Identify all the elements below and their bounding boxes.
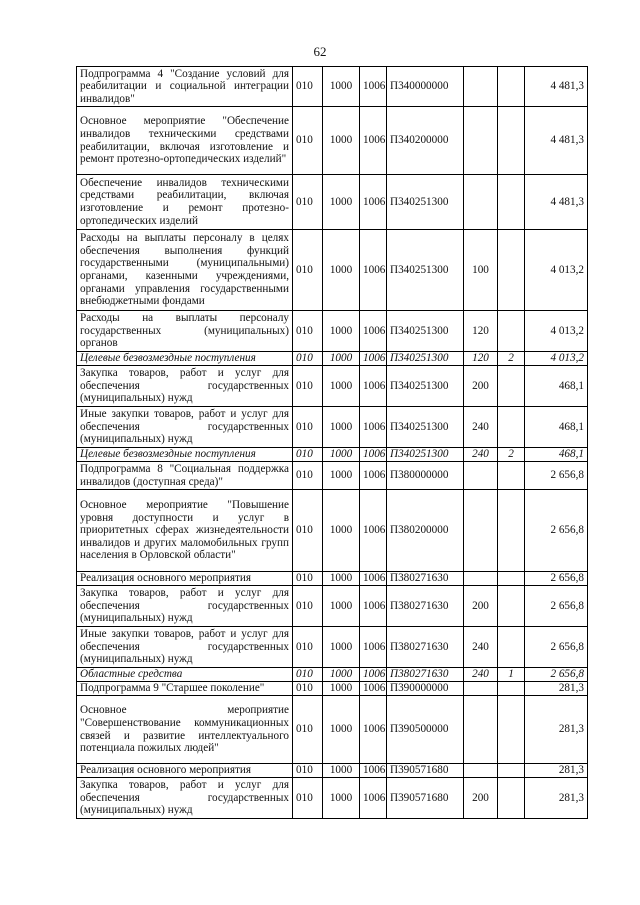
- table-row: [77, 778, 588, 819]
- subsection-code-cell: 1006: [360, 67, 387, 107]
- target-article-cell: П380271630: [387, 668, 464, 682]
- admin-code-cell: 010: [293, 764, 323, 778]
- expense-type-cell: 200: [464, 366, 498, 407]
- amount-cell: 4 481,3: [525, 175, 588, 230]
- row-name-cell: Целевые безвозмездные поступления: [77, 448, 293, 462]
- expense-type-cell: 120: [464, 352, 498, 366]
- section-code-cell: 1000: [323, 230, 360, 311]
- expense-type-cell: 240: [464, 448, 498, 462]
- amount-cell: 2 656,8: [525, 490, 588, 572]
- section-code-cell: 1000: [323, 448, 360, 462]
- admin-code-cell: 010: [293, 490, 323, 572]
- section-code-cell: 1000: [323, 764, 360, 778]
- table-row: [77, 107, 588, 175]
- target-article-cell: П390571680: [387, 778, 464, 819]
- subsection-code-cell: 1006: [360, 107, 387, 175]
- row-name-cell: Реализация основного мероприятия: [77, 572, 293, 586]
- target-article-cell: П340251300: [387, 448, 464, 462]
- section-code-cell: 1000: [323, 586, 360, 627]
- target-article-cell: П340251300: [387, 175, 464, 230]
- section-code-cell: 1000: [323, 696, 360, 764]
- funding-source-cell: [498, 627, 525, 668]
- table-row: [77, 586, 588, 627]
- amount-cell: 468,1: [525, 407, 588, 448]
- admin-code-cell: 010: [293, 448, 323, 462]
- amount-cell: 281,3: [525, 764, 588, 778]
- table-row: [77, 696, 588, 764]
- table-row: [77, 490, 588, 572]
- amount-cell: 4 481,3: [525, 67, 588, 107]
- table-row: [77, 366, 588, 407]
- funding-source-cell: 1: [498, 668, 525, 682]
- target-article-cell: П390000000: [387, 682, 464, 696]
- amount-cell: 2 656,8: [525, 586, 588, 627]
- subsection-code-cell: 1006: [360, 572, 387, 586]
- amount-cell: 4 013,2: [525, 311, 588, 352]
- subsection-code-cell: 1006: [360, 668, 387, 682]
- section-code-cell: 1000: [323, 67, 360, 107]
- admin-code-cell: 010: [293, 627, 323, 668]
- target-article-cell: П380200000: [387, 490, 464, 572]
- funding-source-cell: [498, 778, 525, 819]
- target-article-cell: П380271630: [387, 586, 464, 627]
- subsection-code-cell: 1006: [360, 764, 387, 778]
- subsection-code-cell: 1006: [360, 407, 387, 448]
- target-article-cell: П380271630: [387, 627, 464, 668]
- admin-code-cell: 010: [293, 175, 323, 230]
- expense-type-cell: [464, 462, 498, 490]
- expense-type-cell: [464, 107, 498, 175]
- row-name-cell: Расходы на выплаты персоналу в целях обеспечения выполнения функций государственными (муниципальными) органами, казенными учреждениями, органами управления государственными внебюджетными фондами: [77, 230, 293, 311]
- expense-type-cell: 120: [464, 311, 498, 352]
- target-article-cell: П340251300: [387, 311, 464, 352]
- subsection-code-cell: 1006: [360, 586, 387, 627]
- amount-cell: 2 656,8: [525, 668, 588, 682]
- admin-code-cell: 010: [293, 407, 323, 448]
- admin-code-cell: 010: [293, 462, 323, 490]
- table-row: [77, 311, 588, 352]
- funding-source-cell: [498, 764, 525, 778]
- expense-type-cell: [464, 67, 498, 107]
- section-code-cell: 1000: [323, 572, 360, 586]
- table-row: [77, 448, 588, 462]
- target-article-cell: П390500000: [387, 696, 464, 764]
- section-code-cell: 1000: [323, 627, 360, 668]
- target-article-cell: П390571680: [387, 764, 464, 778]
- subsection-code-cell: 1006: [360, 311, 387, 352]
- admin-code-cell: 010: [293, 586, 323, 627]
- funding-source-cell: [498, 462, 525, 490]
- funding-source-cell: [498, 230, 525, 311]
- funding-source-cell: [498, 586, 525, 627]
- subsection-code-cell: 1006: [360, 696, 387, 764]
- row-name-cell: Основное мероприятие "Повышение уровня доступности и услуг в приоритетных сферах жизнедеятельности инвалидов и других маломобильных групп населения в Орловской области": [77, 490, 293, 572]
- target-article-cell: П380000000: [387, 462, 464, 490]
- table-row: [77, 175, 588, 230]
- subsection-code-cell: 1006: [360, 490, 387, 572]
- admin-code-cell: 010: [293, 778, 323, 819]
- budget-table-body: [77, 67, 588, 819]
- row-name-cell: Подпрограмма 4 "Создание условий для реабилитации и социальной интеграции инвалидов": [77, 67, 293, 107]
- row-name-cell: Основное мероприятие "Совершенствование коммуникационных связей и развитие интеллектуального потенциала пожилых людей": [77, 696, 293, 764]
- admin-code-cell: 010: [293, 230, 323, 311]
- expense-type-cell: 100: [464, 230, 498, 311]
- table-row: [77, 764, 588, 778]
- subsection-code-cell: 1006: [360, 627, 387, 668]
- amount-cell: 2 656,8: [525, 462, 588, 490]
- row-name-cell: Закупка товаров, работ и услуг для обеспечения государственных (муниципальных) нужд: [77, 366, 293, 407]
- target-article-cell: П340251300: [387, 407, 464, 448]
- funding-source-cell: [498, 107, 525, 175]
- amount-cell: 4 013,2: [525, 230, 588, 311]
- row-name-cell: Расходы на выплаты персоналу государственных (муниципальных) органов: [77, 311, 293, 352]
- amount-cell: 468,1: [525, 366, 588, 407]
- table-row: [77, 352, 588, 366]
- admin-code-cell: 010: [293, 311, 323, 352]
- amount-cell: 4 013,2: [525, 352, 588, 366]
- funding-source-cell: [498, 572, 525, 586]
- table-row: [77, 407, 588, 448]
- table-row: [77, 627, 588, 668]
- row-name-cell: Закупка товаров, работ и услуг для обеспечения государственных (муниципальных) нужд: [77, 586, 293, 627]
- table-row: [77, 67, 588, 107]
- funding-source-cell: [498, 175, 525, 230]
- funding-source-cell: [498, 311, 525, 352]
- row-name-cell: Обеспечение инвалидов техническими средствами реабилитации, включая изготовление и ремонт протезно-ортопедических изделий: [77, 175, 293, 230]
- admin-code-cell: 010: [293, 107, 323, 175]
- admin-code-cell: 010: [293, 67, 323, 107]
- target-article-cell: П340251300: [387, 230, 464, 311]
- expense-type-cell: [464, 490, 498, 572]
- subsection-code-cell: 1006: [360, 352, 387, 366]
- section-code-cell: 1000: [323, 107, 360, 175]
- target-article-cell: П380271630: [387, 572, 464, 586]
- row-name-cell: Целевые безвозмездные поступления: [77, 352, 293, 366]
- funding-source-cell: 2: [498, 352, 525, 366]
- section-code-cell: 1000: [323, 352, 360, 366]
- admin-code-cell: 010: [293, 572, 323, 586]
- funding-source-cell: [498, 407, 525, 448]
- section-code-cell: 1000: [323, 311, 360, 352]
- expense-type-cell: [464, 764, 498, 778]
- subsection-code-cell: 1006: [360, 175, 387, 230]
- subsection-code-cell: 1006: [360, 230, 387, 311]
- expense-type-cell: [464, 682, 498, 696]
- target-article-cell: П340251300: [387, 366, 464, 407]
- section-code-cell: 1000: [323, 682, 360, 696]
- expense-type-cell: [464, 175, 498, 230]
- page-number: 62: [313, 44, 327, 59]
- funding-source-cell: [498, 682, 525, 696]
- budget-table: [76, 66, 588, 819]
- table-row: [77, 462, 588, 490]
- subsection-code-cell: 1006: [360, 682, 387, 696]
- table-row: [77, 230, 588, 311]
- row-name-cell: Закупка товаров, работ и услуг для обеспечения государственных (муниципальных) нужд: [77, 778, 293, 819]
- admin-code-cell: 010: [293, 682, 323, 696]
- funding-source-cell: [498, 366, 525, 407]
- row-name-cell: Подпрограмма 8 "Социальная поддержка инвалидов (доступная среда)": [77, 462, 293, 490]
- amount-cell: 2 656,8: [525, 627, 588, 668]
- section-code-cell: 1000: [323, 366, 360, 407]
- subsection-code-cell: 1006: [360, 366, 387, 407]
- row-name-cell: Иные закупки товаров, работ и услуг для обеспечения государственных (муниципальных) нужд: [77, 627, 293, 668]
- section-code-cell: 1000: [323, 407, 360, 448]
- funding-source-cell: [498, 490, 525, 572]
- amount-cell: 2 656,8: [525, 572, 588, 586]
- target-article-cell: П340200000: [387, 107, 464, 175]
- expense-type-cell: 200: [464, 778, 498, 819]
- subsection-code-cell: 1006: [360, 778, 387, 819]
- funding-source-cell: [498, 67, 525, 107]
- admin-code-cell: 010: [293, 696, 323, 764]
- section-code-cell: 1000: [323, 778, 360, 819]
- table-row: [77, 682, 588, 696]
- row-name-cell: Основное мероприятие "Обеспечение инвалидов техническими средствами реабилитации, включая изготовление и ремонт протезно-ортопедических изделий": [77, 107, 293, 175]
- amount-cell: 281,3: [525, 778, 588, 819]
- expense-type-cell: [464, 696, 498, 764]
- amount-cell: 4 481,3: [525, 107, 588, 175]
- funding-source-cell: [498, 696, 525, 764]
- table-row: [77, 572, 588, 586]
- amount-cell: 281,3: [525, 682, 588, 696]
- row-name-cell: Областные средства: [77, 668, 293, 682]
- target-article-cell: П340251300: [387, 352, 464, 366]
- admin-code-cell: 010: [293, 668, 323, 682]
- expense-type-cell: 240: [464, 668, 498, 682]
- target-article-cell: П340000000: [387, 67, 464, 107]
- expense-type-cell: [464, 572, 498, 586]
- subsection-code-cell: 1006: [360, 448, 387, 462]
- section-code-cell: 1000: [323, 668, 360, 682]
- admin-code-cell: 010: [293, 366, 323, 407]
- funding-source-cell: 2: [498, 448, 525, 462]
- admin-code-cell: 010: [293, 352, 323, 366]
- expense-type-cell: 240: [464, 627, 498, 668]
- section-code-cell: 1000: [323, 462, 360, 490]
- row-name-cell: Иные закупки товаров, работ и услуг для обеспечения государственных (муниципальных) нужд: [77, 407, 293, 448]
- row-name-cell: Подпрограмма 9 "Старшее поколение": [77, 682, 293, 696]
- section-code-cell: 1000: [323, 175, 360, 230]
- amount-cell: 281,3: [525, 696, 588, 764]
- section-code-cell: 1000: [323, 490, 360, 572]
- row-name-cell: Реализация основного мероприятия: [77, 764, 293, 778]
- amount-cell: 468,1: [525, 448, 588, 462]
- expense-type-cell: 240: [464, 407, 498, 448]
- subsection-code-cell: 1006: [360, 462, 387, 490]
- table-row: [77, 668, 588, 682]
- expense-type-cell: 200: [464, 586, 498, 627]
